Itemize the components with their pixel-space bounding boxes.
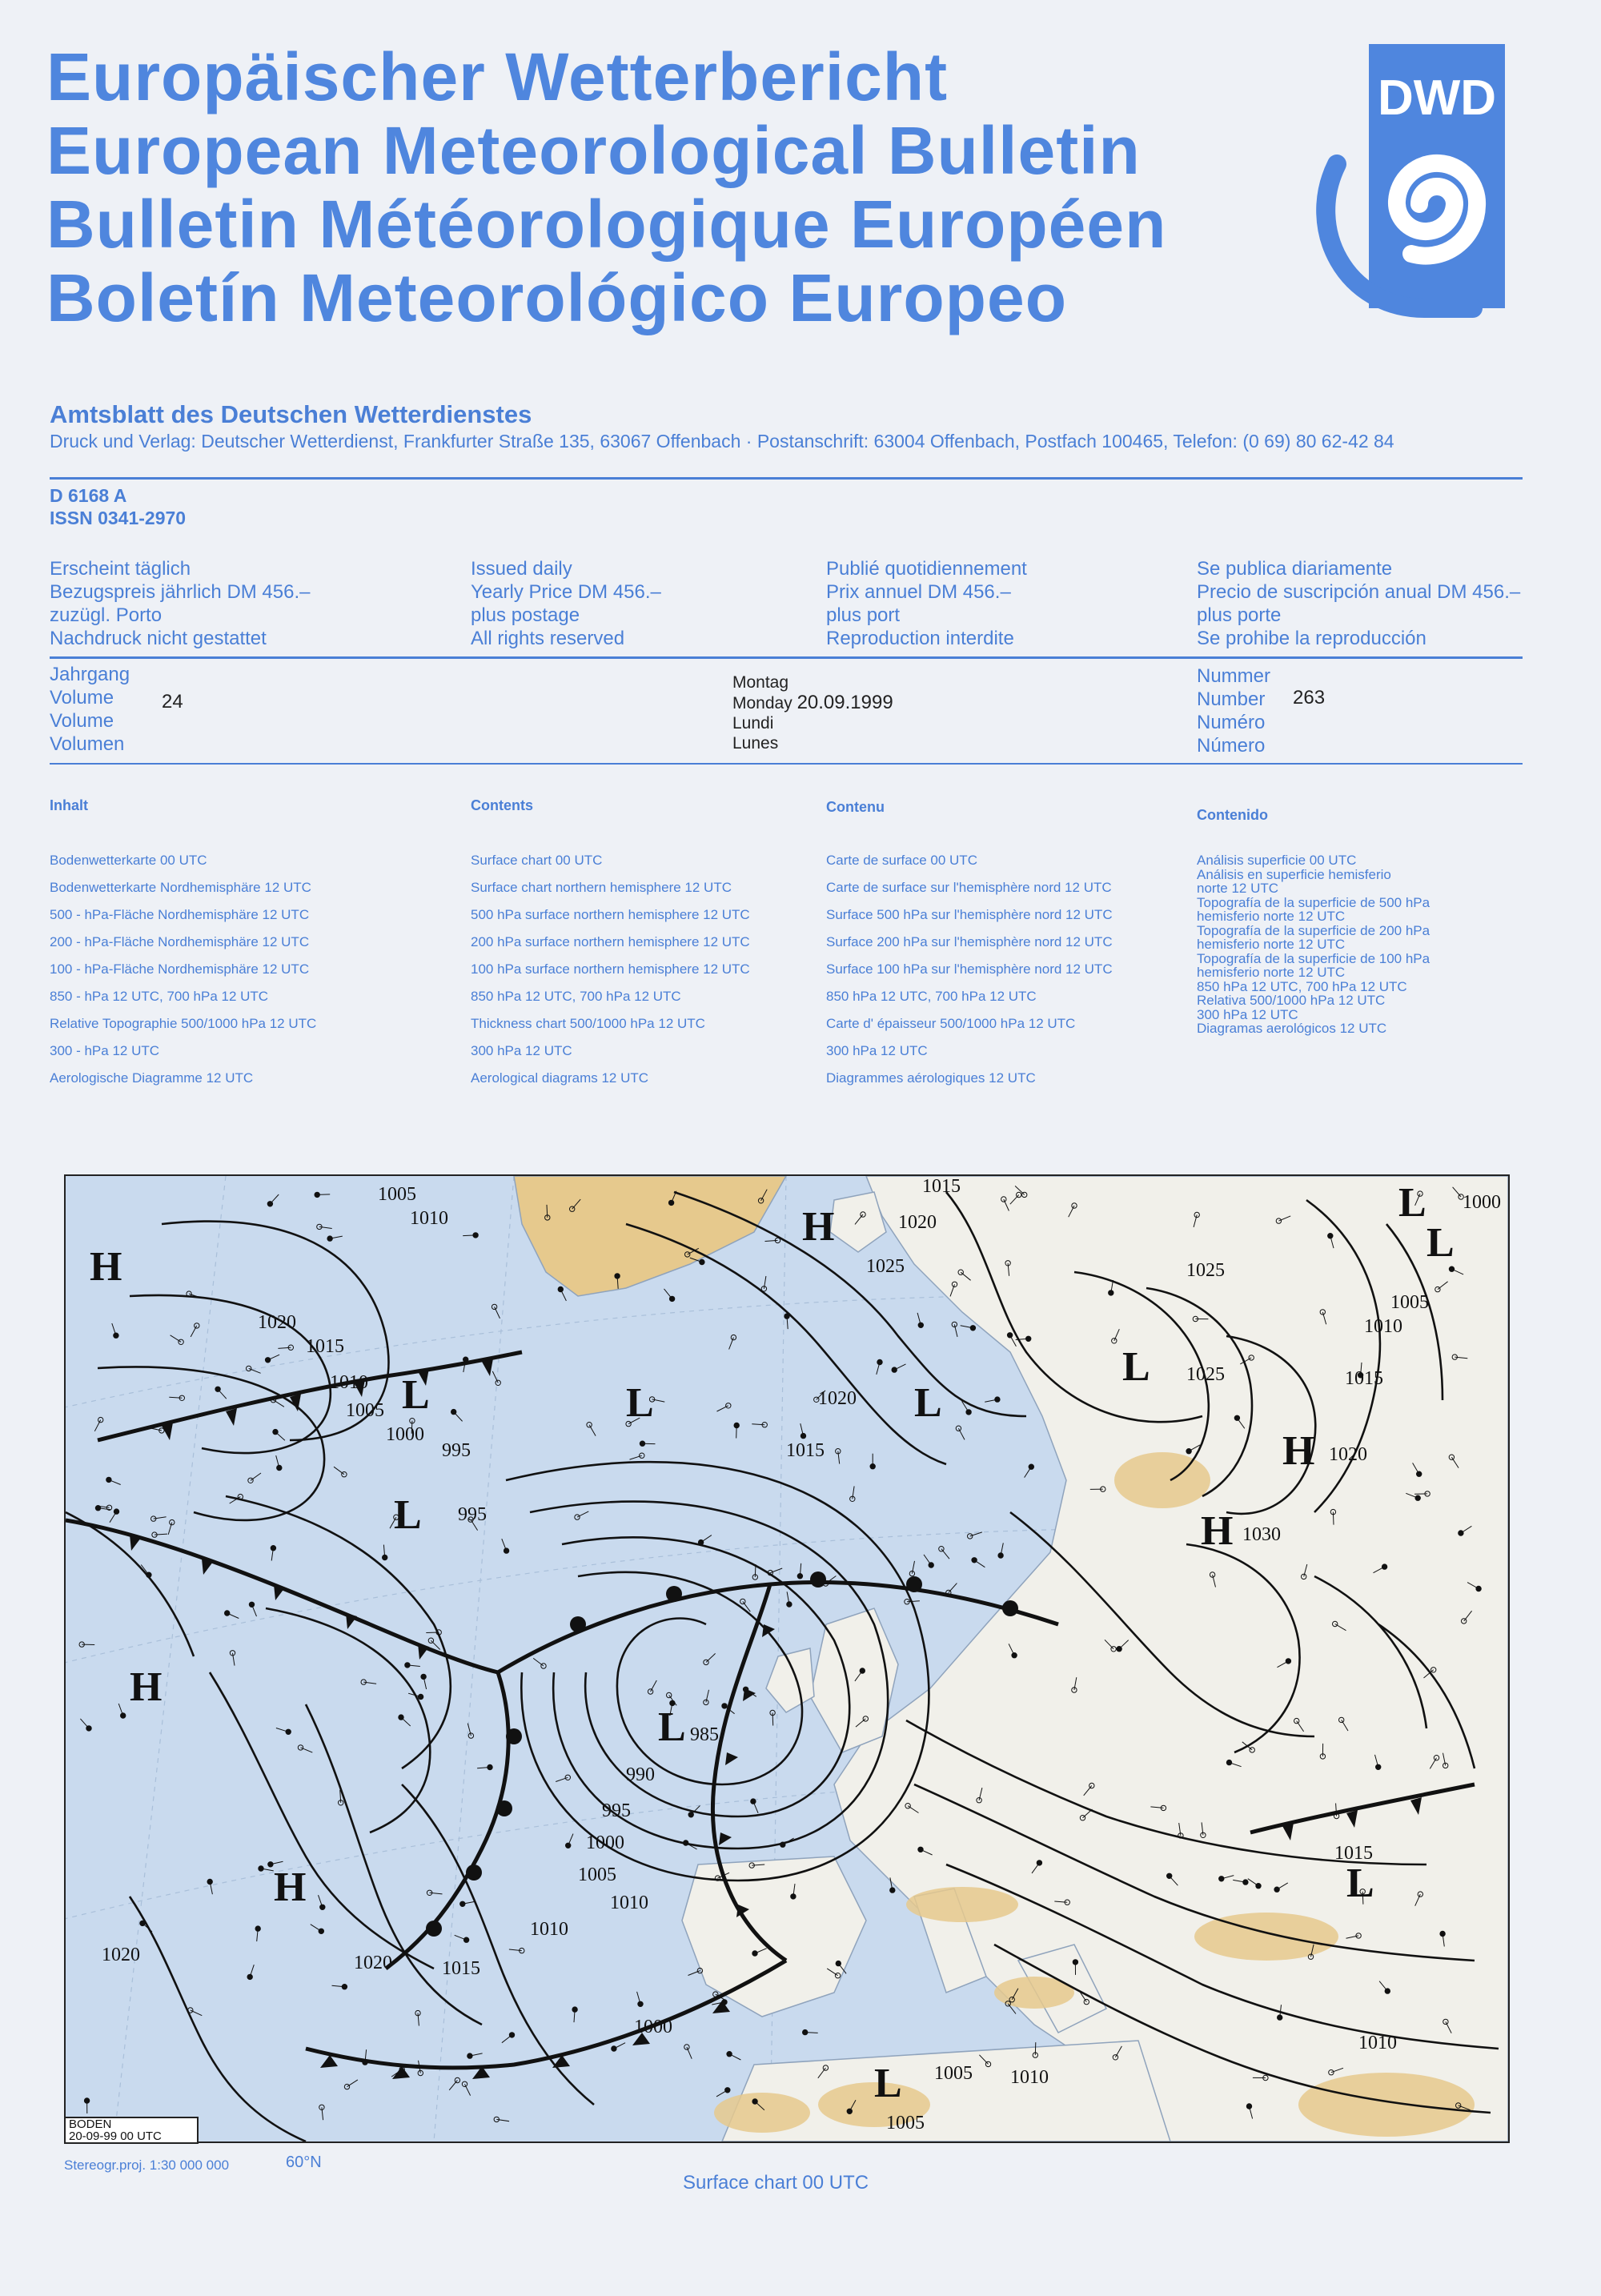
wind-barb bbox=[94, 1420, 100, 1431]
wind-barb bbox=[941, 1549, 949, 1559]
pressure-center-label: L bbox=[1426, 1220, 1455, 1266]
contents-item: hemisferio norte 12 UTC bbox=[1197, 909, 1346, 924]
wind-barb bbox=[560, 1290, 566, 1301]
contents-item: 850 hPa 12 UTC, 700 hPa 12 UTC bbox=[1197, 978, 1407, 994]
wind-barb bbox=[311, 1925, 322, 1932]
isobar-value: 1000 bbox=[634, 2017, 672, 2037]
pressure-center-label: L bbox=[874, 2061, 902, 2106]
isobar-value: 1020 bbox=[818, 1388, 857, 1409]
wind-barb bbox=[191, 2010, 203, 2016]
info-english bbox=[471, 557, 661, 650]
station-marker bbox=[298, 1745, 303, 1750]
wind-barb bbox=[275, 1432, 285, 1441]
map-stamp-line: 20-09-99 00 UTC bbox=[69, 2129, 162, 2143]
isobar-value: 1005 bbox=[346, 1400, 384, 1421]
wind-barb bbox=[252, 1604, 257, 1616]
wind-barb bbox=[251, 1473, 261, 1480]
wind-barb bbox=[958, 1428, 965, 1439]
wind-barb bbox=[688, 1971, 700, 1976]
isobar-value: 1020 bbox=[898, 1212, 937, 1233]
wind-barb bbox=[1333, 1512, 1334, 1525]
isobar-value: 1005 bbox=[1390, 1292, 1429, 1313]
isobar-value: 1020 bbox=[1329, 1444, 1367, 1465]
pressure-center-label: L bbox=[394, 1492, 422, 1538]
isobar-value: 1005 bbox=[578, 1864, 616, 1885]
volume-value: 24 bbox=[162, 691, 183, 712]
station-marker bbox=[1328, 1234, 1333, 1238]
isobar-value: 1015 bbox=[442, 1958, 480, 1979]
contents-item: 300 hPa 12 UTC bbox=[826, 1043, 928, 1058]
contents-heading-german: Inhalt bbox=[50, 797, 88, 813]
wind-barb bbox=[270, 1194, 279, 1204]
wind-barb bbox=[1025, 1467, 1032, 1477]
contents-item: Análisis superficie 00 UTC bbox=[1197, 853, 1357, 868]
isobar-value: 1025 bbox=[1186, 1364, 1225, 1385]
station-marker bbox=[344, 2084, 349, 2089]
map-stamp bbox=[64, 2117, 199, 2144]
wind-barb bbox=[80, 1719, 89, 1728]
title-english: European Meteorological Bulletin bbox=[46, 113, 1141, 188]
station-marker bbox=[248, 1478, 253, 1483]
info-line: Publié quotidiennement bbox=[826, 558, 1027, 580]
day-name: Montag bbox=[732, 673, 789, 692]
pressure-center-label: L bbox=[626, 1380, 654, 1426]
wind-barb bbox=[301, 1748, 313, 1752]
station-marker bbox=[496, 1380, 500, 1385]
pressure-center-label: L bbox=[402, 1372, 430, 1418]
contents-item: 100 - hPa-Fläche Nordhemisphäre 12 UTC bbox=[50, 961, 310, 977]
isobar-value: 1020 bbox=[102, 1945, 140, 1965]
station-marker bbox=[1376, 1764, 1381, 1769]
contents-item: Topografía de la superficie de 200 hPa bbox=[1197, 922, 1430, 938]
wind-barb bbox=[577, 1511, 588, 1517]
contents-item: 500 - hPa-Fläche Nordhemisphäre 12 UTC bbox=[50, 907, 310, 922]
projection-note: Stereogr.proj. 1:30 000 000 bbox=[64, 2158, 230, 2173]
day-name: Monday bbox=[732, 694, 792, 712]
wind-barb bbox=[495, 1307, 500, 1319]
station-marker bbox=[566, 1843, 571, 1848]
wind-barb bbox=[949, 1584, 957, 1593]
contents-item: 100 hPa surface northern hemisphere 12 UTC bbox=[471, 961, 750, 977]
pressure-center-label: H bbox=[802, 1204, 835, 1250]
isobar-value: 1005 bbox=[886, 2113, 925, 2133]
wind-barb bbox=[449, 2081, 457, 2090]
contents-item: hemisferio norte 12 UTC bbox=[1197, 965, 1346, 980]
wind-barb bbox=[729, 2054, 740, 2060]
wind-barb bbox=[589, 1425, 596, 1436]
info-line: Prix annuel DM 456.– bbox=[826, 581, 1011, 603]
isobar-value: 1030 bbox=[1242, 1524, 1281, 1545]
contents-item: 300 hPa 12 UTC bbox=[1197, 1006, 1298, 1022]
station-marker bbox=[468, 1733, 473, 1738]
isobar-value: 1015 bbox=[922, 1176, 961, 1197]
wind-barb bbox=[109, 1479, 121, 1484]
wind-barb bbox=[401, 1717, 411, 1726]
pressure-center-label: L bbox=[1398, 1180, 1426, 1226]
station-marker bbox=[1037, 1860, 1041, 1865]
contents-item: 500 hPa surface northern hemisphere 12 UTC bbox=[471, 907, 750, 922]
isobar-value: 1015 bbox=[786, 1440, 825, 1461]
wind-barb bbox=[717, 1406, 728, 1411]
contents-item: 850 - hPa 12 UTC, 700 hPa 12 UTC bbox=[50, 989, 269, 1004]
wind-barb bbox=[347, 2080, 358, 2087]
wind-barb bbox=[317, 1194, 330, 1195]
divider bbox=[50, 477, 1523, 480]
contents-heading-spanish: Contenido bbox=[1197, 807, 1268, 823]
wind-barb bbox=[492, 1371, 498, 1383]
isobar-value: 1015 bbox=[1334, 1843, 1373, 1864]
map-stamp-line: BODEN bbox=[69, 2117, 112, 2131]
wind-barb bbox=[218, 1389, 227, 1399]
info-line: Se publica diariamente bbox=[1197, 558, 1393, 580]
station-marker bbox=[1286, 1659, 1290, 1664]
contents-item: Aerologische Diagramme 12 UTC bbox=[50, 1070, 254, 1086]
contents-item: 850 hPa 12 UTC, 700 hPa 12 UTC bbox=[826, 989, 1037, 1004]
wind-barb bbox=[227, 1613, 239, 1619]
isobar-value: 985 bbox=[690, 1724, 719, 1745]
wind-barb bbox=[765, 1240, 778, 1241]
volume-label: Volume bbox=[50, 710, 114, 732]
wind-barb bbox=[169, 1397, 182, 1398]
official-gazette: Amtsblatt des Deutschen Wetterdienstes bbox=[50, 400, 532, 428]
isobar-value: 1015 bbox=[1345, 1368, 1383, 1389]
info-line: plus postage bbox=[471, 604, 580, 626]
isobar-value: 1000 bbox=[386, 1424, 424, 1445]
contents-item: Relative Topographie 500/1000 hPa 12 UTC bbox=[50, 1016, 317, 1031]
isobar-value: 995 bbox=[458, 1504, 487, 1525]
station-marker bbox=[640, 1453, 644, 1458]
issue-date-block bbox=[732, 672, 893, 753]
contents-item: Aerological diagrams 12 UTC bbox=[471, 1070, 649, 1086]
isobar-value: 1000 bbox=[1463, 1192, 1501, 1213]
publisher-address: Druck und Verlag: Deutscher Wetterdienst, Frankfurter Straße 135, 63067 Offenbach · Postanschrift: 63004 Offenbach, Postfach 100465, Telefon: (0 69) 80 62-42 84 bbox=[50, 431, 1394, 452]
pressure-center-label: H bbox=[274, 1864, 307, 1910]
wind-barb bbox=[278, 1347, 291, 1348]
contents-heading-english: Contents bbox=[471, 797, 533, 813]
footer-caption: Surface chart 00 UTC bbox=[683, 2172, 869, 2194]
pressure-center-label: L bbox=[1122, 1344, 1150, 1390]
logo-text: DWD bbox=[1377, 70, 1497, 126]
bulletin-titles bbox=[46, 40, 1166, 335]
wind-barb bbox=[716, 2090, 728, 2097]
number-label: Nummer bbox=[1197, 665, 1271, 687]
pressure-center-label: H bbox=[1201, 1508, 1234, 1554]
isobar-value: 1005 bbox=[934, 2063, 973, 2084]
pressure-center-label: H bbox=[90, 1244, 122, 1290]
contents-item: Carte de surface 00 UTC bbox=[826, 853, 977, 868]
info-line: Yearly Price DM 456.– bbox=[471, 581, 661, 603]
pressure-center-label: H bbox=[1282, 1428, 1315, 1474]
station-marker bbox=[713, 1992, 718, 1997]
wind-barb bbox=[502, 2035, 512, 2043]
wind-barb bbox=[1035, 2042, 1036, 2055]
pressure-center-label: L bbox=[658, 1704, 686, 1750]
wind-barb bbox=[664, 1289, 672, 1299]
projection-latitude: 60°N bbox=[286, 2154, 322, 2171]
wind-barb bbox=[426, 1632, 439, 1633]
contents-heading-french: Contenu bbox=[826, 799, 885, 815]
contents-item: Análisis en superficie hemisferio bbox=[1197, 866, 1391, 882]
number-label: Number bbox=[1197, 688, 1266, 710]
contents-item: Carte d' épaisseur 500/1000 hPa 12 UTC bbox=[826, 1016, 1076, 1031]
title-german: Europäischer Wetterbericht bbox=[46, 39, 949, 114]
wind-barb bbox=[753, 1801, 758, 1813]
station-marker bbox=[1219, 1877, 1224, 1881]
contents-list-german bbox=[50, 847, 316, 1092]
wind-barb bbox=[465, 2084, 471, 2095]
dwd-logo bbox=[1289, 44, 1505, 332]
pressure-center-label: H bbox=[130, 1664, 163, 1710]
info-line: Issued daily bbox=[471, 558, 572, 580]
volume-labels bbox=[50, 663, 130, 756]
station-marker bbox=[575, 1515, 580, 1519]
contents-item: Relativa 500/1000 hPa 12 UTC bbox=[1197, 993, 1386, 1008]
contents-item: Surface 500 hPa sur l'hemisphère nord 12 UTC bbox=[826, 907, 1113, 922]
number-label: Número bbox=[1197, 735, 1266, 757]
wind-barb bbox=[334, 1467, 344, 1475]
contents-item: Surface 200 hPa sur l'hemisphère nord 12 UTC bbox=[826, 934, 1113, 949]
wind-barb bbox=[568, 1834, 573, 1846]
wind-barb bbox=[454, 1412, 463, 1422]
info-line: Reproduction interdite bbox=[826, 628, 1014, 649]
wind-barb bbox=[772, 1713, 773, 1726]
contents-item: Bodenwetterkarte 00 UTC bbox=[50, 853, 207, 868]
station-marker bbox=[319, 1929, 323, 1933]
contents-item: Surface chart northern hemisphere 12 UTC bbox=[471, 880, 732, 895]
wind-barb bbox=[463, 1235, 475, 1236]
station-marker bbox=[195, 1323, 199, 1328]
station-marker bbox=[1382, 1564, 1386, 1569]
contents-item: norte 12 UTC bbox=[1197, 881, 1279, 896]
station-marker bbox=[247, 1366, 251, 1371]
isobar-value: 1020 bbox=[354, 1953, 392, 1973]
info-spanish bbox=[1197, 557, 1520, 650]
station-marker bbox=[587, 1423, 592, 1427]
wind-barb bbox=[171, 1335, 182, 1343]
isobar-value: 990 bbox=[626, 1764, 655, 1785]
info-line: Se prohibe la reproducción bbox=[1197, 628, 1426, 649]
wind-barb bbox=[533, 1658, 544, 1666]
isobar-value: 1010 bbox=[610, 1893, 648, 1913]
wind-barb bbox=[755, 1564, 756, 1577]
volume-label: Jahrgang bbox=[50, 664, 130, 685]
isobar-value: 1000 bbox=[586, 1832, 624, 1853]
contents-item: hemisferio norte 12 UTC bbox=[1197, 937, 1346, 952]
contents-list-french bbox=[826, 847, 1113, 1092]
wind-barb bbox=[340, 1790, 341, 1803]
isobar-value: 1010 bbox=[1010, 2067, 1049, 2088]
pressure-center-label: L bbox=[914, 1380, 942, 1426]
station-marker bbox=[892, 1367, 897, 1372]
wind-barb bbox=[110, 1511, 117, 1523]
isobar-value: 995 bbox=[602, 1800, 631, 1821]
station-marker bbox=[265, 1358, 270, 1363]
wind-barb bbox=[752, 1424, 764, 1425]
day-name: Lundi bbox=[732, 714, 774, 733]
info-german bbox=[50, 557, 311, 650]
isobar-value: 1010 bbox=[1364, 1316, 1402, 1337]
station-marker bbox=[1476, 1586, 1481, 1591]
contents-item: Thickness chart 500/1000 hPa 12 UTC bbox=[471, 1016, 705, 1031]
isobar-value: 1010 bbox=[530, 1919, 568, 1940]
wind-barb bbox=[924, 1555, 931, 1565]
isobar-value: 1010 bbox=[330, 1372, 368, 1393]
info-line: Erscheint täglich bbox=[50, 558, 191, 580]
info-line: plus porte bbox=[1197, 604, 1282, 626]
pressure-center-label: L bbox=[1346, 1860, 1374, 1906]
contents-list-english bbox=[471, 847, 750, 1092]
info-line: Nachdruck nicht gestattet bbox=[50, 628, 267, 649]
number-label: Numéro bbox=[1197, 712, 1266, 733]
wind-barb bbox=[687, 2047, 692, 2059]
isobar-value: 1025 bbox=[1186, 1260, 1225, 1281]
station-marker bbox=[1449, 1266, 1454, 1271]
isobar-value: 1020 bbox=[258, 1312, 296, 1333]
contents-item: 850 hPa 12 UTC, 700 hPa 12 UTC bbox=[471, 989, 681, 1004]
wind-barb bbox=[191, 1326, 197, 1337]
contents-item: 200 hPa surface northern hemisphere 12 UTC bbox=[471, 934, 750, 949]
divider bbox=[50, 656, 1523, 659]
wind-barb bbox=[736, 1426, 737, 1439]
volume-label: Volumen bbox=[50, 733, 125, 755]
wind-barb bbox=[706, 1653, 716, 1662]
station-marker bbox=[179, 1339, 183, 1344]
isobar-value: 1015 bbox=[306, 1336, 344, 1357]
isobar-value: 995 bbox=[442, 1440, 471, 1461]
info-line: zuzügl. Porto bbox=[50, 604, 163, 626]
wind-barb bbox=[268, 1355, 280, 1360]
info-line: All rights reserved bbox=[471, 628, 625, 649]
station-marker bbox=[492, 1304, 496, 1309]
station-marker bbox=[698, 1539, 703, 1544]
isobar-value: 1010 bbox=[1358, 2033, 1397, 2053]
wind-barb bbox=[894, 1364, 905, 1370]
contents-item: Surface chart 00 UTC bbox=[471, 853, 603, 868]
contents-item: Surface 100 hPa sur l'hemisphère nord 12 UTC bbox=[826, 961, 1113, 977]
publication-code: D 6168 A bbox=[50, 485, 127, 506]
isobar-value: 1010 bbox=[410, 1208, 448, 1229]
wind-barb bbox=[907, 1601, 920, 1602]
wind-barb bbox=[418, 2013, 419, 2026]
info-french bbox=[826, 557, 1027, 650]
info-line: Bezugspreis jährlich DM 456.– bbox=[50, 581, 311, 603]
station-marker bbox=[952, 1322, 957, 1327]
wind-barb bbox=[614, 2043, 625, 2049]
title-spanish: Boletín Meteorológico Europeo bbox=[46, 260, 1068, 335]
contents-item: 300 - hPa 12 UTC bbox=[50, 1043, 160, 1058]
volume-label: Volume bbox=[50, 687, 114, 708]
surface-weather-map bbox=[64, 1174, 1510, 2143]
contents-item: Carte de surface sur l'hemisphère nord 12 UTC bbox=[826, 880, 1112, 895]
contents-item: 200 - hPa-Fläche Nordhemisphäre 12 UTC bbox=[50, 934, 310, 949]
isobar-value: 1005 bbox=[378, 1184, 416, 1205]
isobar-value: 1025 bbox=[866, 1256, 905, 1277]
wind-barb bbox=[974, 1560, 985, 1567]
number-labels bbox=[1197, 664, 1270, 757]
divider bbox=[50, 763, 1523, 765]
issue-number: 263 bbox=[1293, 687, 1326, 708]
contents-item: Topografía de la superficie de 100 hPa bbox=[1197, 950, 1430, 966]
wind-barb bbox=[154, 1534, 167, 1535]
station-marker bbox=[106, 1477, 111, 1482]
info-line: plus port bbox=[826, 604, 901, 626]
day-name: Lunes bbox=[732, 734, 779, 753]
info-line: Precio de suscripción anual DM 456.– bbox=[1197, 581, 1521, 603]
station-marker bbox=[800, 1433, 805, 1438]
wind-barb bbox=[701, 1535, 712, 1543]
station-marker bbox=[918, 1323, 923, 1327]
station-marker bbox=[504, 1548, 508, 1553]
station-marker bbox=[286, 1729, 291, 1734]
contents-item: Diagramas aerológicos 12 UTC bbox=[1197, 1021, 1387, 1036]
station-marker bbox=[1029, 1464, 1033, 1469]
contents-item: 300 hPa 12 UTC bbox=[471, 1043, 572, 1058]
wind-barb bbox=[651, 1680, 657, 1692]
contents-list-spanish bbox=[1197, 853, 1430, 1036]
issue-date: 20.09.1999 bbox=[796, 692, 893, 713]
wind-barb bbox=[455, 1935, 467, 1940]
station-marker bbox=[320, 1905, 325, 1909]
title-french: Bulletin Météorologique Européen bbox=[46, 187, 1167, 262]
issn: ISSN 0341-2970 bbox=[50, 508, 187, 528]
weather-map-svg bbox=[66, 1176, 1508, 2141]
wind-barb bbox=[273, 1400, 284, 1407]
contents-item: Diagrammes aérologiques 12 UTC bbox=[826, 1070, 1036, 1086]
contents-item: Bodenwetterkarte Nordhemisphäre 12 UTC bbox=[50, 880, 311, 895]
contents-item: Topografía de la superficie de 500 hPa bbox=[1197, 894, 1430, 910]
